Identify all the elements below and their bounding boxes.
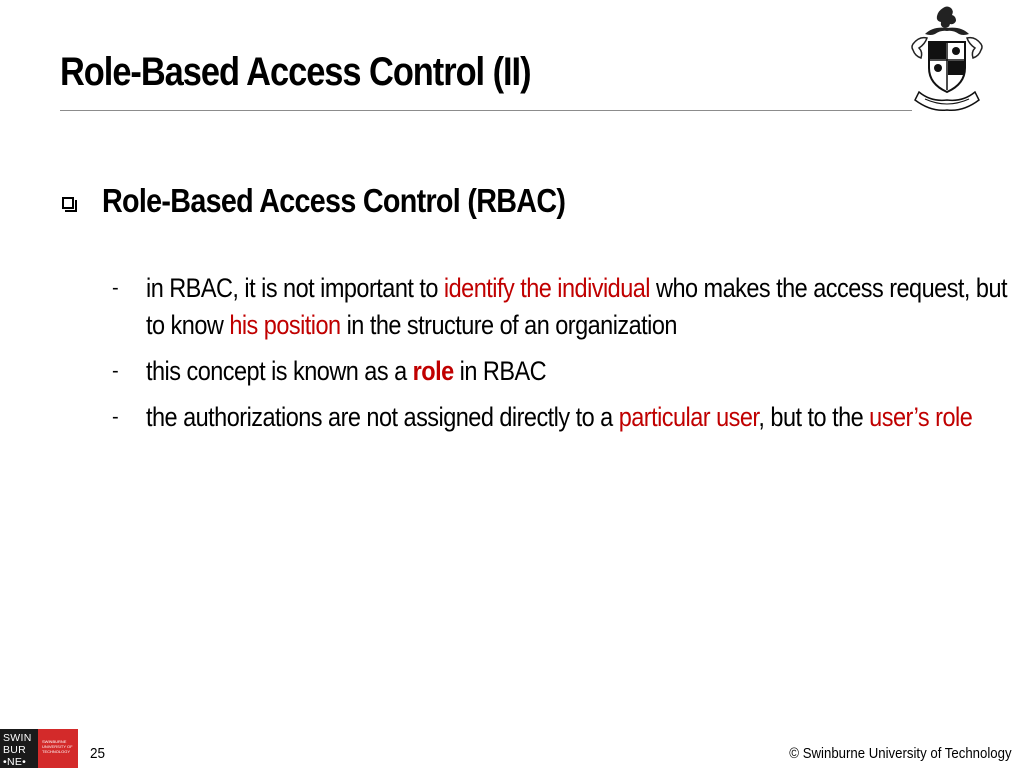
checkbox-bullet-icon (62, 197, 74, 209)
svg-text:UNIVERSITY OF: UNIVERSITY OF (42, 744, 73, 749)
text-segment: this concept is known as a (146, 356, 413, 386)
svg-text:•NE•: •NE• (3, 756, 27, 768)
highlighted-text: user’s role (869, 402, 973, 432)
sub-bullet-item (112, 399, 1024, 436)
page-number: 25 (90, 745, 106, 762)
text-segment: in the structure of an organization (340, 310, 677, 340)
title-divider (60, 110, 912, 111)
svg-text:TECHNOLOGY: TECHNOLOGY (42, 749, 71, 754)
swinburne-logo-icon (0, 729, 78, 768)
sub-bullet-text (146, 353, 1016, 390)
university-crest-icon (903, 4, 991, 112)
text-segment: the authorizations are not assigned directly to a (146, 402, 619, 432)
dash-bullet: - (112, 360, 119, 382)
main-bullet (62, 182, 634, 220)
sub-bullet-text (146, 270, 1016, 344)
highlighted-text: particular user (618, 402, 759, 432)
sub-bullet-text (146, 399, 1016, 436)
sub-bullet-list (112, 270, 1024, 445)
svg-text:SWIN: SWIN (3, 732, 32, 744)
sub-bullet-item (112, 270, 1024, 344)
highlighted-bold-text: role (412, 356, 454, 386)
text-segment: , but to the (758, 402, 870, 432)
main-bullet-text: Role-Based Access Control (RBAC) (102, 182, 566, 219)
text-segment: in RBAC (453, 356, 547, 386)
highlighted-text: identify the individual (443, 273, 651, 303)
text-segment: in RBAC, it is not important to (146, 273, 444, 303)
copyright-notice: © Swinburne University of Technology (789, 745, 1012, 762)
dash-bullet: - (112, 277, 119, 299)
svg-text:SWINBURNE: SWINBURNE (42, 739, 67, 744)
dash-bullet: - (112, 406, 119, 428)
highlighted-text: his position (229, 310, 341, 340)
text-segment: who makes the access request, but to know (146, 273, 1008, 340)
sub-bullet-item (112, 353, 1024, 390)
slide-title: Role-Based Access Control (II) (60, 50, 531, 94)
svg-text:BUR: BUR (3, 744, 27, 756)
